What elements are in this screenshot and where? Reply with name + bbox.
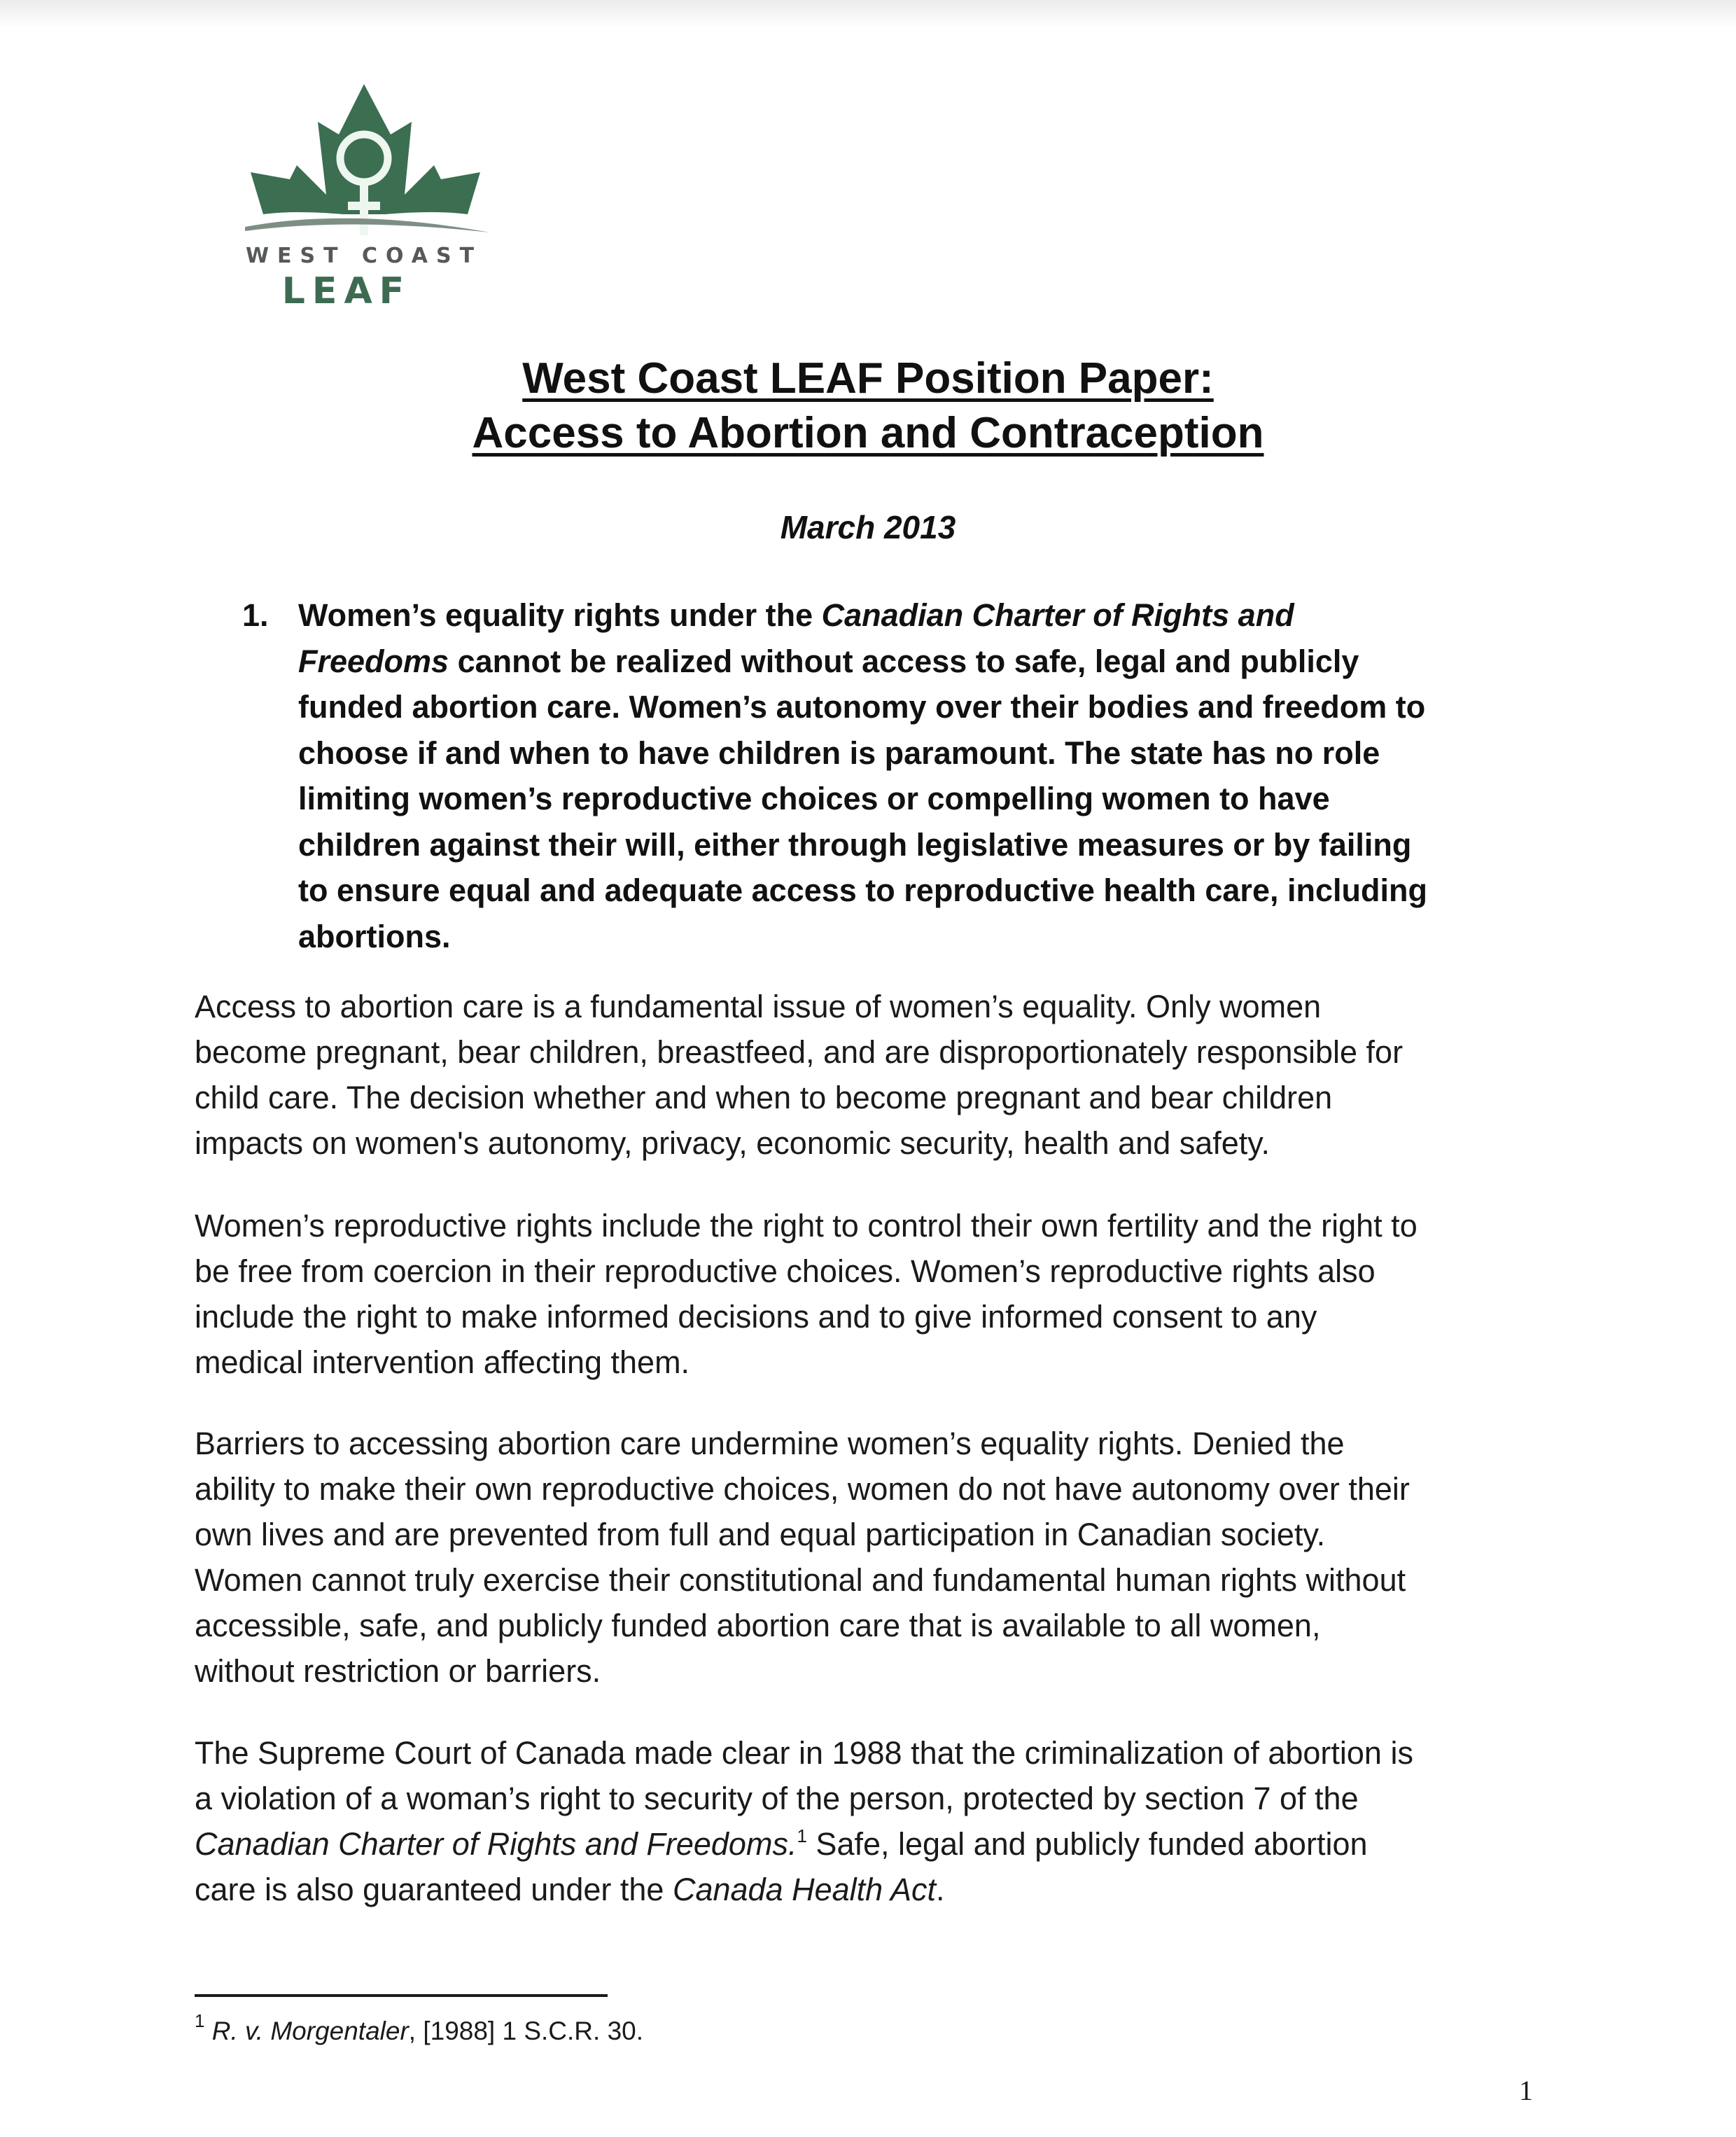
paragraph-line [195, 1648, 1567, 1694]
text-run: be free from coercion in their reproductive choices. Women’s reproductive rights also [195, 1253, 1376, 1289]
italic-text: Canada Health Act [672, 1872, 937, 1907]
paragraph-reproductive-rights [195, 1203, 1567, 1385]
paragraph-line [195, 1248, 1567, 1294]
text-run: Women’s reproductive rights include the right to control their own fertility and the right to [195, 1208, 1418, 1244]
paragraph-line [195, 1603, 1567, 1648]
italic-text: Canadian Charter of Rights and Freedoms. [195, 1826, 797, 1862]
italic-text: Canadian Charter of Rights and [821, 597, 1294, 633]
text-run: choose if and when to have children is paramount. The state has no role [298, 735, 1380, 771]
paragraph-equality [195, 984, 1567, 1166]
item-body-line [298, 639, 1544, 685]
item-body-line [298, 684, 1544, 730]
footnote-separator [195, 1994, 608, 1997]
paragraph-line [195, 1466, 1567, 1512]
text-run: without restriction or barriers. [195, 1653, 601, 1689]
viewer-top-shadow [0, 0, 1736, 28]
text-run: own lives and are prevented from full and equal participation in Canadian society. [195, 1517, 1326, 1552]
text-run: child care. The decision whether and when to become pregnant and bear children [195, 1080, 1333, 1115]
text-run: funded abortion care. Women’s autonomy over their bodies and freedom to [298, 689, 1426, 725]
paragraph-line [195, 1421, 1567, 1466]
numbered-position-item [242, 592, 1544, 959]
text-run: Women’s equality rights under the [298, 597, 822, 633]
footnote-case-name: R. v. Morgentaler [211, 2017, 409, 2045]
paragraph-line [195, 1029, 1567, 1075]
paragraph-line [195, 1867, 1567, 1912]
footnote [195, 2010, 644, 2046]
item-body-line [298, 868, 1544, 914]
text-run: limiting women’s reproductive choices or compelling women to have [298, 781, 1330, 816]
paragraph-line [195, 1821, 1567, 1867]
item-body-line [298, 822, 1544, 868]
maple-leaf-venus-icon [224, 77, 504, 245]
text-run: accessible, safe, and publicly funded abortion care that is available to all women, [195, 1608, 1321, 1643]
paragraph-line [195, 1294, 1567, 1339]
document-title [0, 351, 1736, 461]
paragraph-line [195, 1203, 1567, 1248]
text-run: The Supreme Court of Canada made clear in 1988 that the criminalization of abortion is [195, 1735, 1413, 1771]
text-run: ability to make their own reproductive choices, women do not have autonomy over their [195, 1471, 1410, 1507]
page-number: 1 [1519, 2075, 1533, 2106]
item-number: 1. [242, 597, 269, 633]
paragraph-line [195, 1512, 1567, 1557]
paragraph-line [195, 1075, 1567, 1120]
item-body-line [298, 592, 1544, 639]
text-run: a violation of a woman’s right to security of the person, protected by section 7 of the [195, 1781, 1359, 1816]
paragraph-line [195, 1339, 1567, 1385]
paragraph-line [195, 1557, 1567, 1603]
text-run: care is also guaranteed under the [195, 1872, 673, 1907]
paragraph-supreme-court [195, 1730, 1567, 1912]
item-body-line [298, 914, 1544, 960]
text-run: Women cannot truly exercise their constitutional and fundamental human rights without [195, 1562, 1406, 1598]
paragraph-line [195, 1730, 1567, 1776]
title-line-1: West Coast LEAF Position Paper: [522, 354, 1214, 403]
text-run: children against their will, either through legislative measures or by failing [298, 826, 1412, 863]
paragraph-line [195, 1120, 1567, 1166]
west-coast-leaf-logo [224, 77, 504, 322]
text-run: include the right to make informed decisions and to give informed consent to any [195, 1299, 1317, 1335]
italic-text: Freedoms [298, 643, 449, 679]
item-body-line [298, 776, 1544, 822]
text-run: Access to abortion care is a fundamental issue of women’s equality. Only women [195, 989, 1322, 1024]
paragraph-line [195, 1776, 1567, 1821]
text-run: medical intervention affecting them. [195, 1344, 690, 1380]
text-run: impacts on women's autonomy, privacy, economic security, health and safety. [195, 1125, 1270, 1161]
logo-text-west-coast: WEST COAST [245, 244, 483, 268]
text-run: . [936, 1872, 945, 1907]
paragraph-barriers [195, 1421, 1567, 1694]
text-run: abortions. [298, 918, 451, 954]
text-run: Barriers to accessing abortion care undermine women’s equality rights. Denied the [195, 1426, 1345, 1461]
text-run: become pregnant, bear children, breastfeed, and are disproportionately responsible for [195, 1034, 1404, 1070]
text-run: Safe, legal and publicly funded abortion [806, 1826, 1368, 1862]
title-line-2: Access to Abortion and Contraception [472, 409, 1264, 457]
text-run: cannot be realized without access to safe, legal and publicly [449, 643, 1359, 679]
text-run: to ensure equal and adequate access to reproductive health care, including [298, 872, 1427, 908]
item-body-line [298, 730, 1544, 777]
logo-text-leaf: LEAF [281, 270, 412, 312]
footnote-reference[interactable]: 1 [797, 1825, 807, 1846]
document-date: March 2013 [780, 509, 956, 545]
paragraph-line [195, 984, 1567, 1029]
footnote-citation: , [1988] 1 S.C.R. 30. [408, 2017, 644, 2045]
item-body [298, 592, 1544, 959]
footnote-marker: 1 [195, 2010, 205, 2031]
